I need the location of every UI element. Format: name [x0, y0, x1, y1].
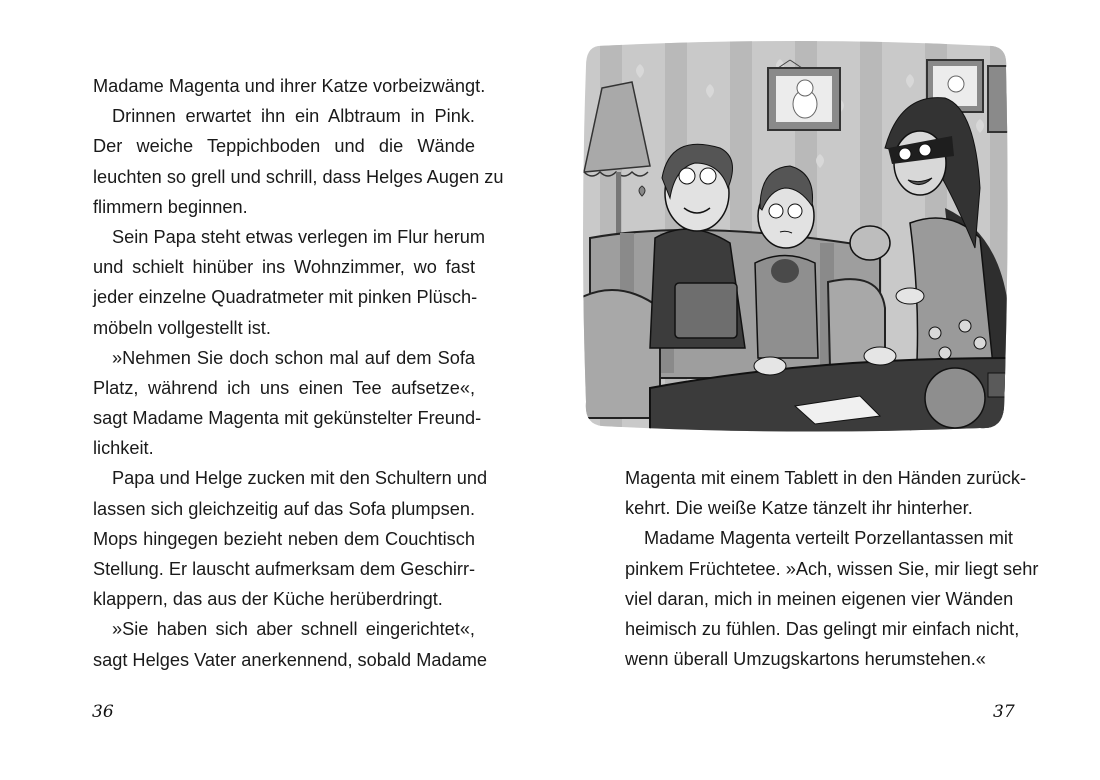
text-line: Der weiche Teppichboden und die Wände — [93, 136, 475, 157]
page-number-left: 36 — [92, 702, 114, 722]
teapot — [850, 226, 890, 260]
text-line: kehrt. Die weiße Katze tänzelt ihr hinterher. — [625, 498, 973, 519]
text-line: heimisch zu fühlen. Das gelingt mir einfach nicht, — [625, 618, 1020, 639]
text-line: Madame Magenta und ihrer Katze vorbeizwängt. — [93, 76, 486, 96]
helge-character — [755, 166, 818, 358]
briefcase — [675, 283, 737, 338]
text-line: Madame Magenta verteilt Porzellantassen mit — [644, 528, 1013, 549]
text-line: jeder einzelne Quadratmeter mit pinken Plüsch- — [93, 287, 478, 308]
text-line: möbeln vollgestellt ist. — [93, 317, 271, 338]
text-line: viel daran, mich in meinen eigenen vier Wänden — [625, 588, 1014, 609]
text-line: Platz, während ich uns einen Tee aufsetze«, — [93, 377, 475, 398]
left-page-text — [93, 71, 504, 675]
picture-frame-3 — [988, 66, 1010, 132]
text-line: Sein Papa steht etwas verlegen im Flur herum — [112, 226, 486, 247]
papa-character — [650, 144, 745, 348]
teacup — [864, 347, 896, 365]
right-page-text — [625, 463, 1039, 674]
text-line: flimmern beginnen. — [93, 196, 248, 217]
text-line: pinkem Früchtetee. »Ach, wissen Sie, mir liegt sehr — [625, 558, 1039, 579]
text-line: Magenta mit einem Tablett in den Händen zurück- — [625, 468, 1027, 488]
text-line: klappern, das aus der Küche herüberdringt. — [93, 589, 443, 610]
text-line: Drinnen erwartet ihn ein Albtraum in Pink. — [112, 106, 475, 127]
text-line: lassen sich gleichzeitig auf das Sofa plumpsen. — [93, 498, 475, 519]
text-line: sagt Helges Vater anerkennend, sobald Madame — [93, 649, 487, 670]
text-line: und schielt hinüber ins Wohnzimmer, wo fast — [93, 257, 475, 278]
text-line: wenn überall Umzugskartons herumstehen.« — [625, 649, 986, 670]
illustration-living-room-tea-scene — [580, 38, 1010, 434]
text-line: leuchten so grell und schrill, dass Helges Augen zu — [93, 166, 504, 187]
picture-frame-cat — [768, 60, 840, 130]
page-number-right: 37 — [993, 702, 1015, 722]
text-line: »Sie haben sich aber schnell eingerichtet«, — [112, 619, 475, 640]
teacup-held — [896, 288, 924, 304]
books — [988, 373, 1010, 397]
text-line: sagt Madame Magenta mit gekünstelter Freund- — [93, 408, 482, 429]
right-page — [550, 0, 1100, 780]
text-line: Papa und Helge zucken mit den Schultern und — [112, 468, 488, 489]
text-line: »Nehmen Sie doch schon mal auf dem Sofa — [112, 347, 475, 368]
teacup — [754, 357, 786, 375]
text-line: lichkeit. — [93, 438, 154, 459]
text-line: Mops hingegen bezieht neben dem Couchtisch — [93, 528, 475, 549]
text-line: Stellung. Er lauscht aufmerksam dem Geschirr- — [93, 559, 476, 579]
flower-vase — [925, 368, 985, 428]
